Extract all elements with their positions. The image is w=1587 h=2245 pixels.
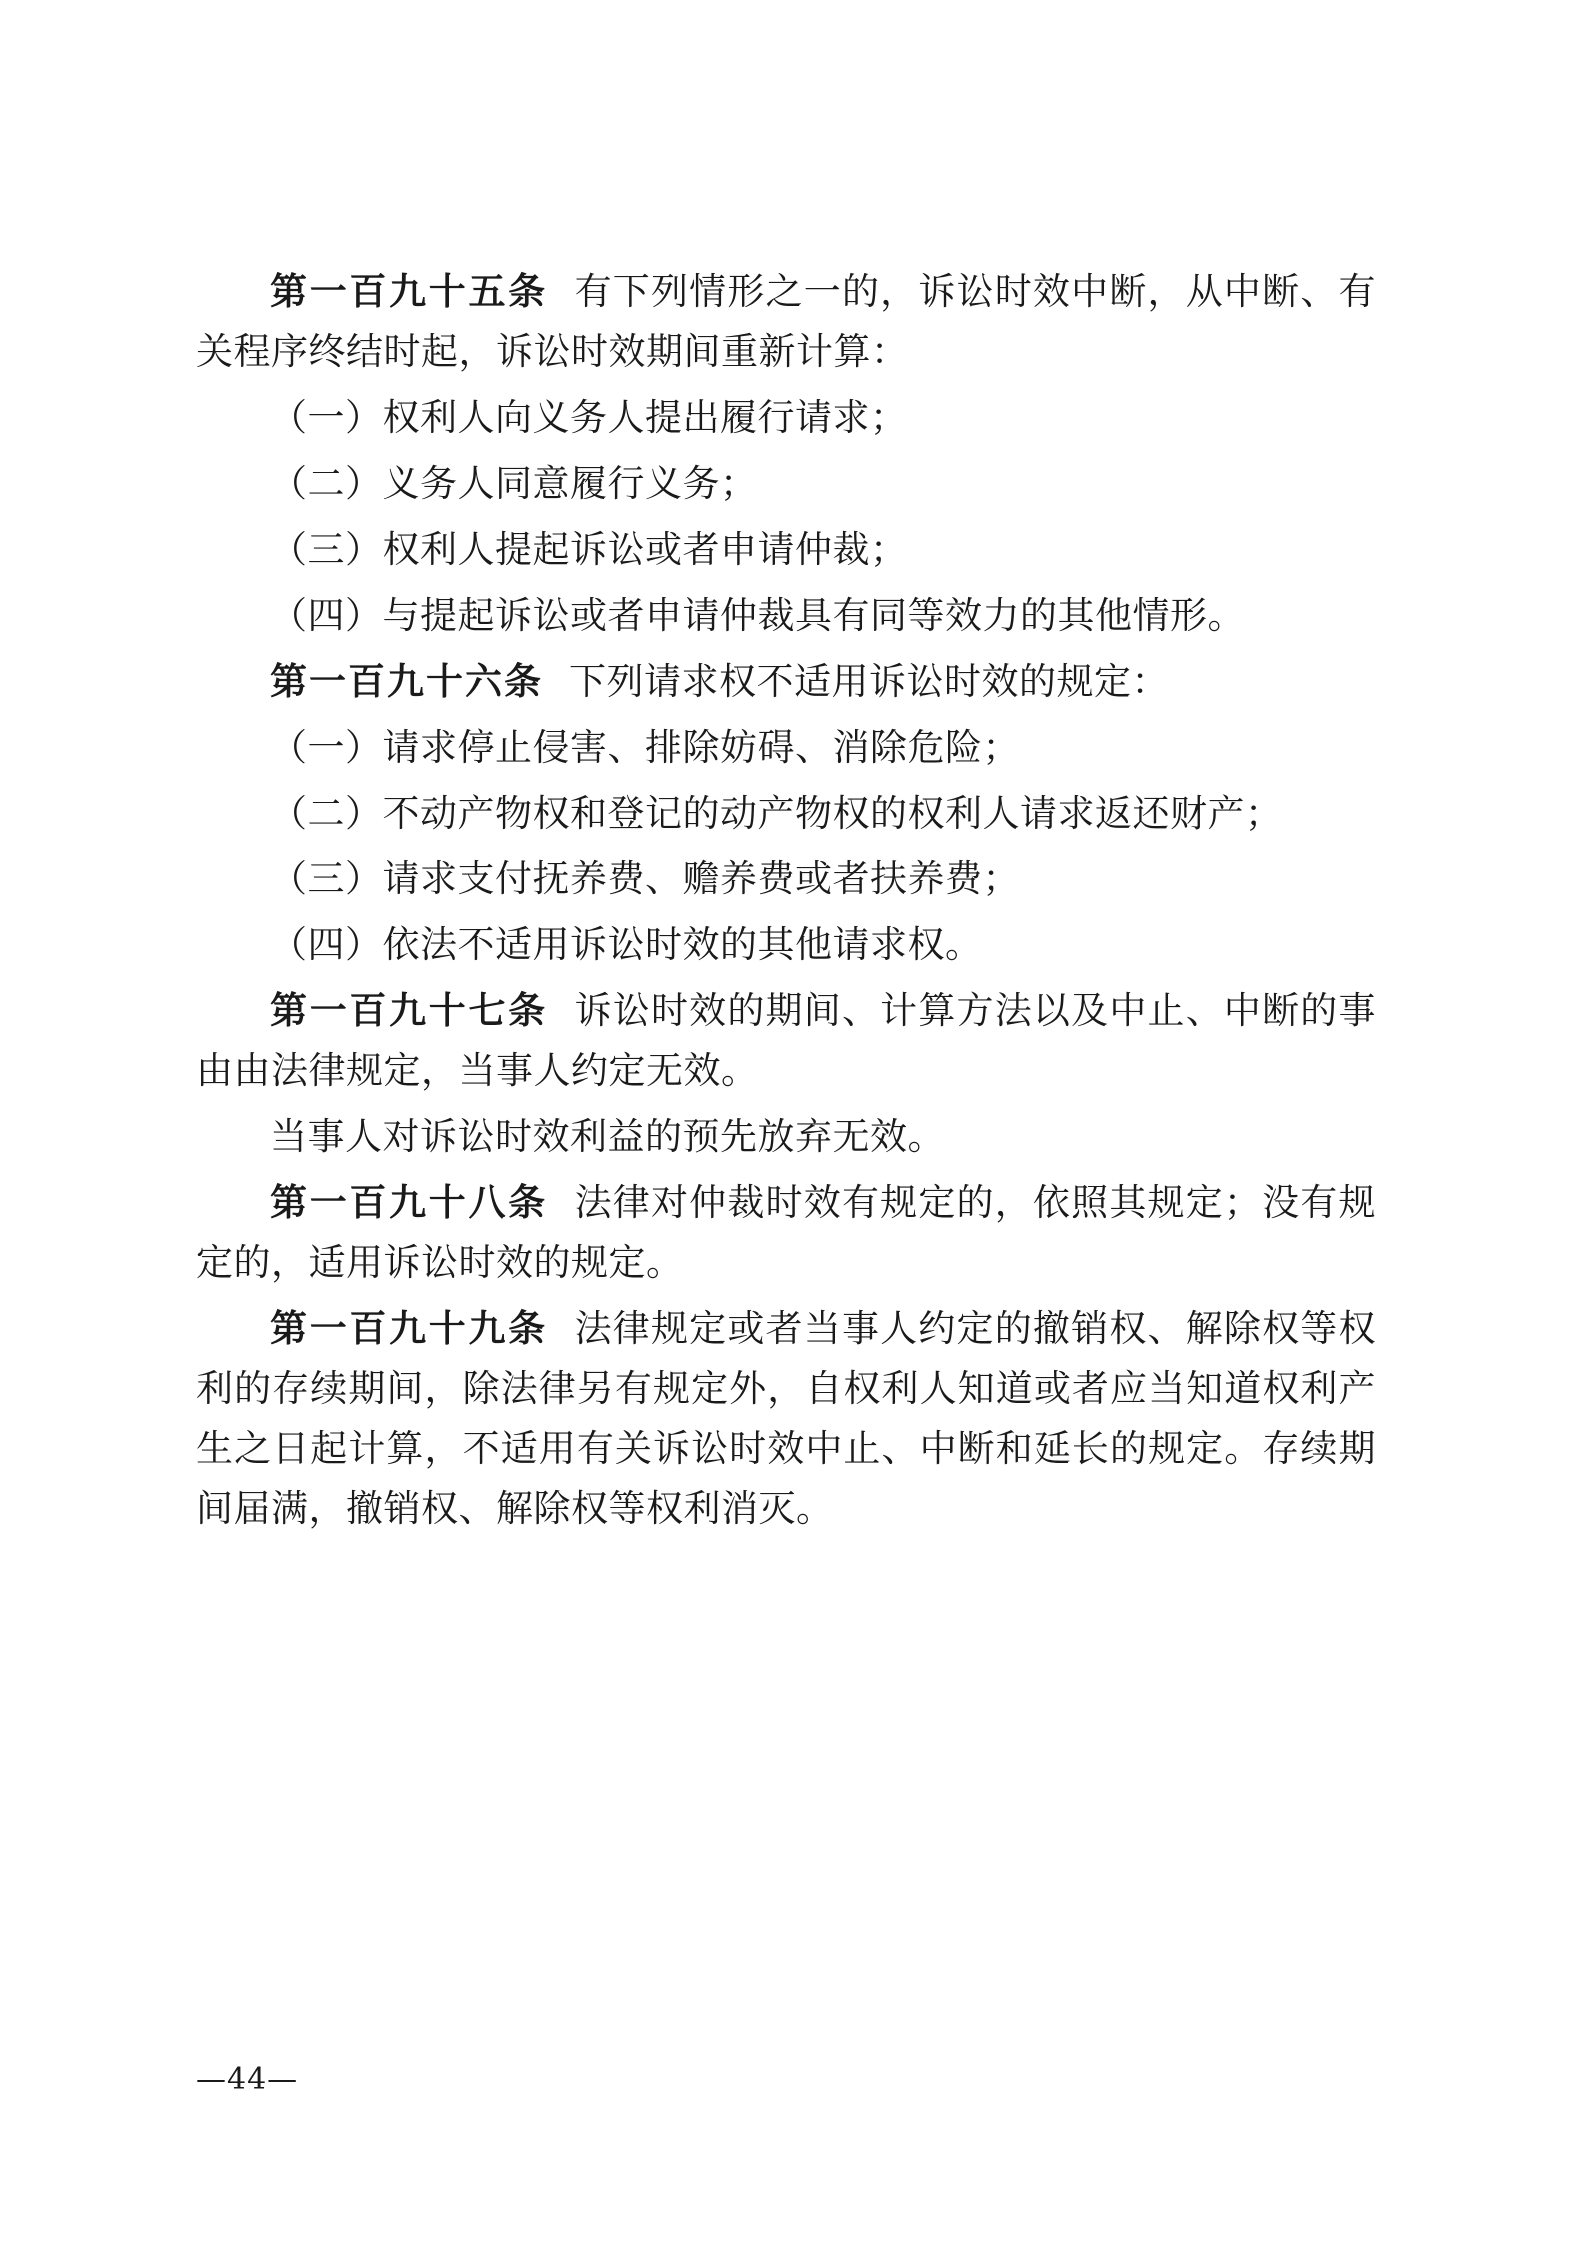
item-text: （二）不动产物权和登记的动产物权的权利人请求返还财产；: [270, 791, 1283, 835]
article-number-198: 第一百九十八条: [270, 1180, 548, 1225]
article-text-198: 法律对仲裁时效有规定的，依照其规定；没有规定的，适用诉讼时效的规定。: [196, 1181, 1376, 1285]
article-number-197: 第一百九十七条: [270, 988, 548, 1033]
paragraph-article-195-item-2: [196, 454, 1376, 514]
paragraph-article-196-item-3: [196, 849, 1376, 909]
paragraph-article-197: [196, 981, 1376, 1101]
article-number-196: 第一百九十六条: [270, 658, 543, 703]
item-text: 当事人对诉讼时效利益的预先放弃无效。: [270, 1115, 945, 1159]
article-text-199: 法律规定或者当事人约定的撤销权、解除权等权利的存续期间，除法律另有规定外，自权利人知道或者应当知道权利产生之日起计算，不适用有关诉讼时效中止、中断和延长的规定。存续期间届满，撤销权、解除权等权利消灭。: [196, 1307, 1376, 1530]
item-text: （二）义务人同意履行义务；: [270, 461, 758, 505]
paragraph-article-196-item-4: [196, 915, 1376, 975]
paragraph-article-196-item-1: [196, 718, 1376, 778]
item-text: （三）权利人提起诉讼或者申请仲裁；: [270, 527, 908, 571]
page-number: —44—: [196, 2062, 299, 2097]
paragraph-article-197-second: [196, 1107, 1376, 1167]
item-text: （一）请求停止侵害、排除妨碍、消除危险；: [270, 725, 1020, 769]
article-number-199: 第一百九十九条: [270, 1306, 548, 1350]
paragraph-article-196-item-2: [196, 784, 1376, 844]
paragraph-article-195: [196, 262, 1376, 382]
paragraph-article-195-item-3: [196, 520, 1376, 580]
paragraph-article-199: [196, 1299, 1376, 1539]
article-text-196: 下列请求权不适用诉讼时效的规定：: [569, 659, 1169, 703]
paragraph-article-195-item-1: [196, 388, 1376, 448]
paragraph-article-196: [196, 652, 1376, 712]
article-text-197: 诉讼时效的期间、计算方法以及中止、中断的事由由法律规定，当事人约定无效。: [196, 989, 1376, 1093]
paragraph-article-195-item-4: [196, 586, 1376, 646]
paragraph-article-198: [196, 1173, 1376, 1293]
item-text: （四）与提起诉讼或者申请仲裁具有同等效力的其他情形。: [270, 593, 1245, 637]
item-text: （四）依法不适用诉讼时效的其他请求权。: [270, 923, 983, 967]
article-number-195: 第一百九十五条: [270, 269, 548, 313]
page-body: [196, 262, 1376, 1545]
item-text: （三）请求支付抚养费、赡养费或者扶养费；: [270, 857, 1020, 901]
article-text-195: 有下列情形之一的，诉讼时效中断，从中断、有关程序终结时起，诉讼时效期间重新计算：: [196, 270, 1376, 373]
item-text: （一）权利人向义务人提出履行请求；: [270, 395, 908, 439]
